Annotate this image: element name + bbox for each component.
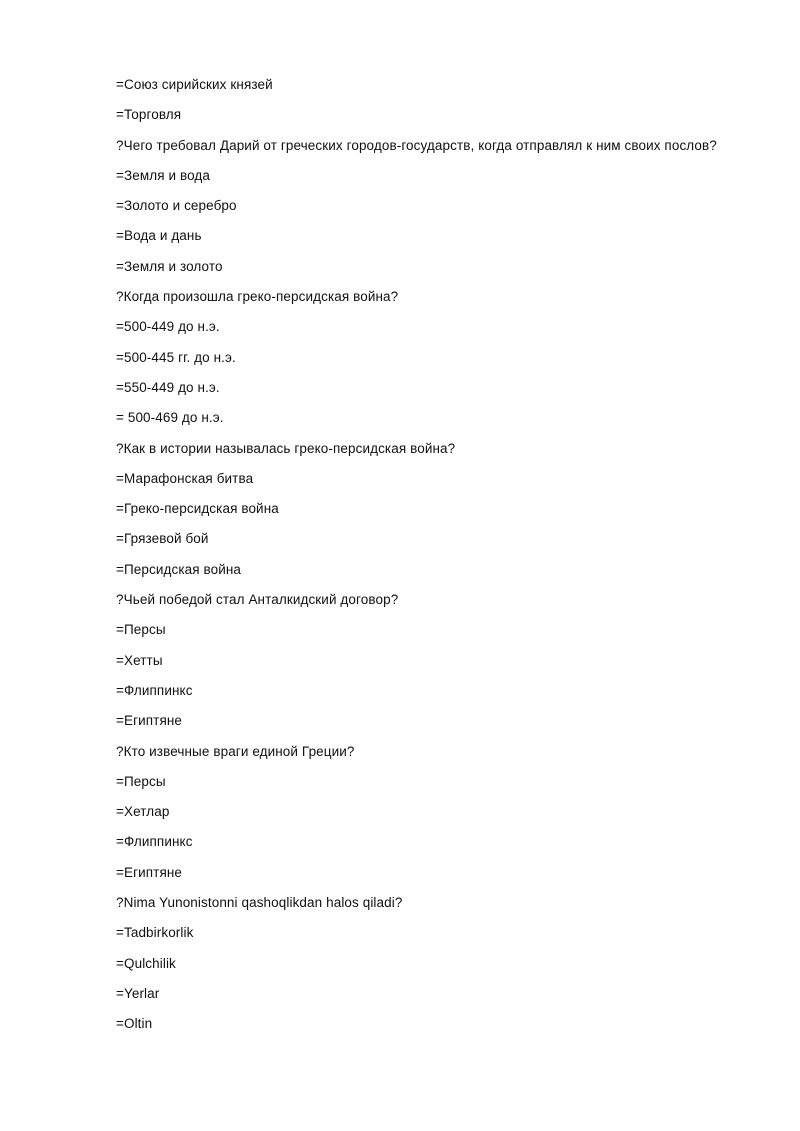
answer-option: =Египтяне — [116, 864, 183, 880]
answer-option: =Флиппинкс — [116, 682, 193, 698]
answer-option: =Греко-персидская война — [116, 501, 279, 517]
answer-option: =Египтяне — [116, 713, 183, 729]
quiz-lines — [116, 75, 776, 1045]
answer-option: =Yerlar — [116, 985, 160, 1001]
question-line: ?Кто извечные враги единой Греции? — [116, 743, 355, 759]
answer-option: = 500-469 до н.э. — [116, 410, 224, 426]
answer-option: =Союз сирийских князей — [116, 77, 273, 92]
answer-option: =Флиппинкс — [116, 834, 193, 850]
answer-option: =Персы — [116, 622, 166, 638]
answer-option: =Земля и золото — [116, 258, 223, 274]
answer-option: =Хетты — [116, 652, 163, 668]
question-line: ?Когда произошла греко-персидская война? — [116, 289, 399, 305]
answer-option: =Oltin — [116, 1016, 153, 1032]
question-line: ?Nima Yunonistonni qashoqlikdan halos qiladi? — [116, 895, 403, 911]
answer-option: =Хетлар — [116, 804, 170, 820]
answer-option: =Tadbirkorlik — [116, 925, 194, 941]
answer-option: =Золото и серебро — [116, 198, 237, 214]
answer-option: =500-449 до н.э. — [116, 319, 220, 335]
answer-option: =Персидская война — [116, 561, 242, 577]
answer-option: =Марафонская битва — [116, 470, 254, 486]
answer-option: =500-445 гг. до н.э. — [116, 349, 236, 365]
answer-option: =Земля и вода — [116, 167, 210, 183]
answer-option: =Торговля — [116, 107, 182, 123]
answer-option: =Qulchilik — [116, 955, 176, 971]
question-line: ?Как в истории называлась греко-персидская война? — [116, 440, 456, 456]
answer-option: =Вода и дань — [116, 228, 202, 244]
answer-option: =Грязевой бой — [116, 531, 209, 547]
answer-option: =Персы — [116, 773, 166, 789]
answer-option: =550-449 до н.э. — [116, 379, 220, 395]
question-line: ?Чего требовал Дарий от греческих городов-государств, когда отправлял к ним своих послов? — [116, 137, 717, 153]
question-line: ?Чьей победой стал Анталкидский договор? — [116, 592, 399, 608]
